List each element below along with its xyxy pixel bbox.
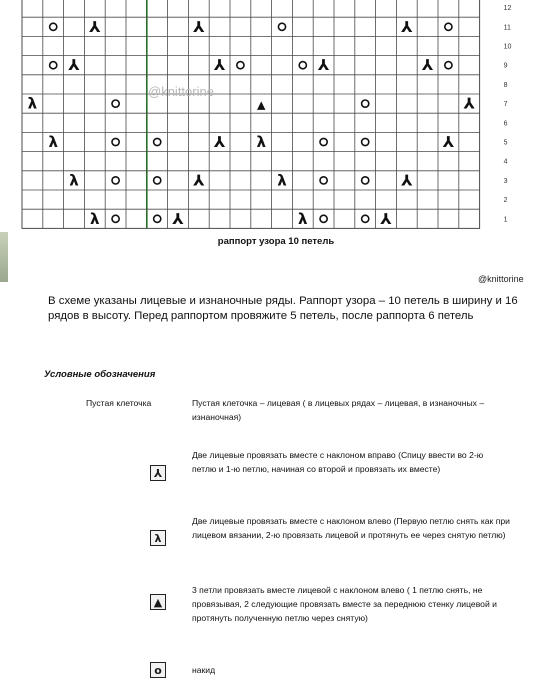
ssk-left-icon: λ [256,133,266,151]
ssk-left-icon: λ [277,171,287,190]
watermark: @knittorine [148,84,214,99]
k2tog-right-icon: ⅄ [442,133,455,151]
sk2p-icon: ▲ [150,594,166,610]
row-number: 11 [503,24,511,32]
legend-sk2p-text: 3 петли провязать вместе лицевой с наклоном влево ( 1 петлю снять, не провязывая, 2 следующие провязать вместе за переднюю стенку лицевой и протянуть полученную петлю через снятую) [192,585,497,623]
k2tog-right-icon: ⅄ [89,17,101,36]
legend-title: Условные обозначения [44,369,156,380]
ssk-left-icon: λ [27,94,38,113]
k2tog-right-icon: ⅄ [213,133,226,151]
k2tog-right-icon: ⅄ [150,465,166,481]
row-number: 7 [503,101,508,109]
k2tog-right-icon: ⅄ [68,56,80,75]
row-number: 6 [503,120,508,128]
chart-caption: раппорт узора 10 петель [217,236,335,247]
row-number: 9 [503,62,508,70]
legend-ssk-left-text: Две лицевые провязать вместе с наклоном влево (Первую петлю снять как при лицевом вязании, 2-ю провязать лицевой и протянуть ее через снятую петлю) [192,516,510,540]
ssk-left-icon: λ [69,171,79,190]
ssk-left-icon: λ [298,209,308,228]
ssk-left-icon: λ [48,133,58,151]
chart-grid [0,0,552,240]
k2tog-right-icon: ⅄ [317,56,330,75]
legend-yarn-over-text: накид [192,665,216,675]
row-number: 3 [503,177,508,185]
ssk-left-icon: λ [90,209,100,228]
k2tog-right-icon: ⅄ [193,171,205,190]
legend-empty-label: Пустая клеточка [86,398,152,408]
k2tog-right-icon: ⅄ [421,56,434,75]
legend-empty-text: Пустая клеточка – лицевая ( в лицевых рядах – лицевая, в изнаночных – изнаночная) [192,398,485,422]
k2tog-right-icon: ⅄ [213,56,226,75]
row-number: 12 [503,5,512,13]
row-number: 1 [503,216,508,224]
k2tog-right-icon: ⅄ [172,209,184,228]
legend-k2tog-right-text: Две лицевые провязать вместе с наклоном вправо (Спицу ввести во 2-ю петлю и 1-ю петлю, начиная со второй и провязать их вместе) [192,450,484,474]
sk2p-icon: ▲ [256,98,266,112]
k2tog-right-icon: ⅄ [380,209,392,228]
row-number: 4 [503,158,508,166]
row-number: 2 [503,197,508,205]
row-number: 10 [503,43,512,51]
row-number: 8 [503,81,508,89]
k2tog-right-icon: ⅄ [193,17,205,36]
k2tog-right-icon: ⅄ [401,17,413,36]
author-handle: @knittorine [478,274,524,284]
intro-paragraph: В схеме указаны лицевые и изнаночные ряды. Раппорт узора – 10 петель в ширину и 16 рядов в высоту. Перед раппортом провяжите 5 петель, после раппорта 6 петель [48,295,518,322]
ssk-left-icon: λ [150,530,166,546]
knitting-chart [0,0,552,250]
yarn-over-icon: o [150,662,166,678]
row-number: 5 [503,139,508,147]
k2tog-right-icon: ⅄ [401,171,413,190]
k2tog-right-icon: ⅄ [463,94,475,113]
